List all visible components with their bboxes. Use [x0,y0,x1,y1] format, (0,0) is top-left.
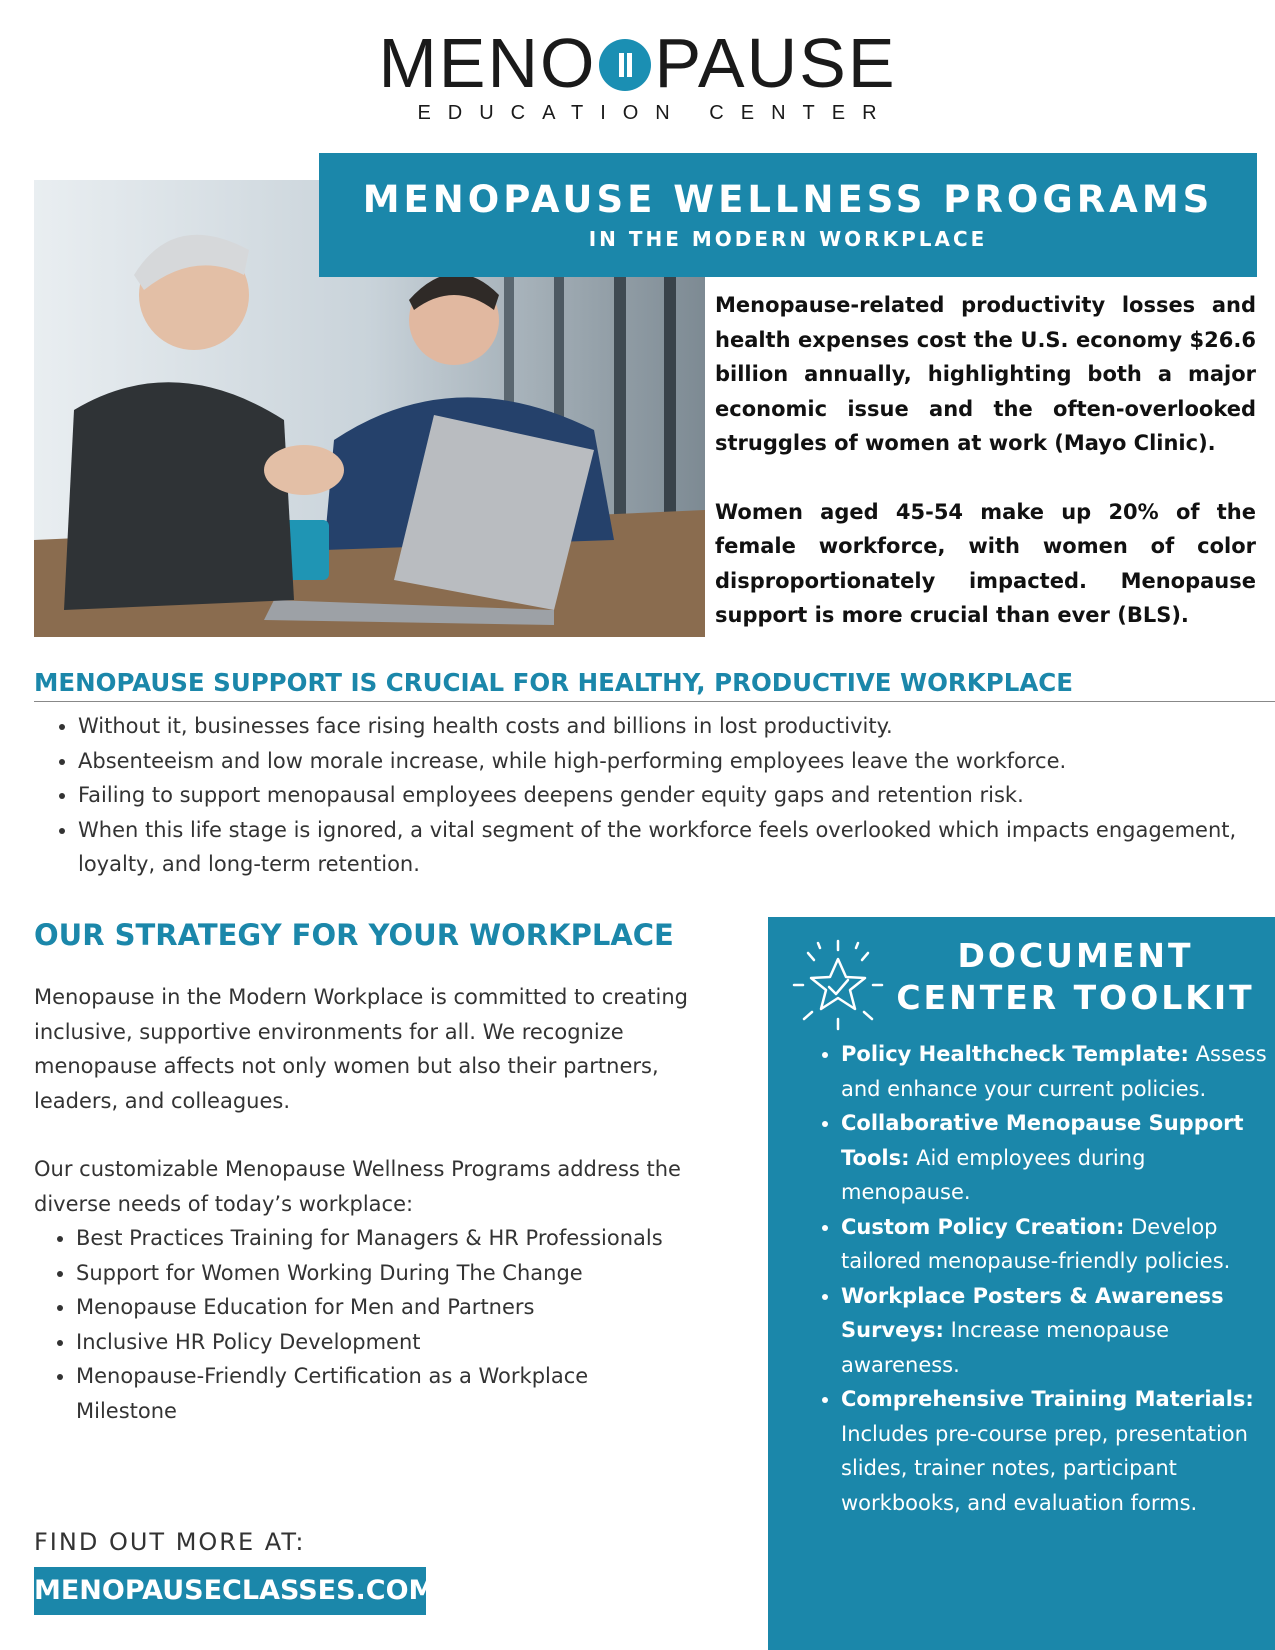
toolkit-panel [768,917,1275,1650]
support-list [54,709,1275,882]
logo-subtitle: EDUCATION CENTER [417,102,894,124]
list-item [841,1037,1275,1106]
list-item: • Best Practices Training for Managers & HR Professionals [76,1221,694,1256]
strategy-body [34,980,694,1428]
list-item: • Absenteeism and low morale increase, while high-performing employees leave the workforce. [78,744,1275,779]
item-text: Assess and enhance your current policies. [841,1042,1267,1101]
list-item [841,1279,1275,1383]
website-link[interactable]: MENOPAUSECLASSES.COM [34,1567,426,1615]
list-item: • Without it, businesses face rising health costs and billions in lost productivity. [78,709,1275,744]
title-banner [319,153,1257,277]
logo-wordmark [378,24,897,102]
intro-paragraph: Women aged 45-54 make up 20% of the female workforce, with women of color disproportionately impacted. Menopause support is more crucial than ever (BLS). [715,499,1256,627]
support-heading: MENOPAUSE SUPPORT IS CRUCIAL FOR HEALTHY, PRODUCTIVE WORKPLACE [34,668,1275,702]
strategy-heading: OUR STRATEGY FOR YOUR WORKPLACE [34,918,674,952]
list-item: • When this life stage is ignored, a vital segment of the workforce feels overlooked which impacts engagement, loyalty, and long-term retention. [78,813,1275,882]
star-badge-icon [790,937,886,1033]
item-label: Policy Healthcheck Template: [841,1042,1189,1066]
list-item: • Failing to support menopausal employees deepens gender equity gaps and retention risk. [78,778,1275,813]
intro-text [715,288,1256,667]
list-item: • Support for Women Working During The Change [76,1256,694,1291]
item-text: Aid employees during menopause. [841,1145,1146,1204]
list-item [841,1382,1275,1520]
strategy-paragraph: Menopause in the Modern Workplace is committed to creating inclusive, supportive environments for all. We recognize menopause affects not only women but also their partners, leaders, and colleagues. [34,985,688,1113]
list-item: • Menopause Education for Men and Partners [76,1290,694,1325]
list-item [841,1106,1275,1210]
page-subtitle: IN THE MODERN WORKPLACE [588,227,988,251]
logo [0,24,1275,125]
item-text: Develop tailored menopause-friendly policies. [841,1214,1231,1273]
page-title: MENOPAUSE WELLNESS PROGRAMS [362,178,1214,221]
list-item: • Inclusive HR Policy Development [76,1325,694,1360]
intro-paragraph: Menopause-related productivity losses and health expenses cost the U.S. economy $26.6 billion annually, highlighting both a major economic issue and the often-overlooked struggles of women at work (Mayo Clinic). [715,293,1256,455]
item-label: Workplace Posters & Awareness Surveys: [841,1283,1224,1342]
logo-text-right: PAUSE [654,24,897,102]
logo-pause-icon [599,39,651,91]
find-out-more-label: FIND OUT MORE AT: [34,1528,306,1556]
item-label: Collaborative Menopause Support Tools: [841,1111,1244,1170]
toolkit-list [803,1037,1275,1520]
list-item: • Menopause-Friendly Certification as a Workplace Milestone [76,1359,694,1428]
toolkit-heading: DOCUMENT CENTER TOOLKIT [896,936,1255,1017]
list-item [841,1210,1275,1279]
item-label: Custom Policy Creation: [841,1214,1125,1239]
item-text: Increase menopause awareness. [841,1318,1170,1377]
item-text: Includes pre-course prep, presentation slides, trainer notes, participant workbooks, and evaluation forms. [841,1421,1248,1515]
strategy-list [34,1221,694,1428]
strategy-paragraph: Our customizable Menopause Wellness Programs address the diverse needs of today’s workplace: [34,1157,681,1216]
logo-text-left: MENO [378,24,597,102]
item-label: Comprehensive Training Materials: [841,1387,1254,1411]
